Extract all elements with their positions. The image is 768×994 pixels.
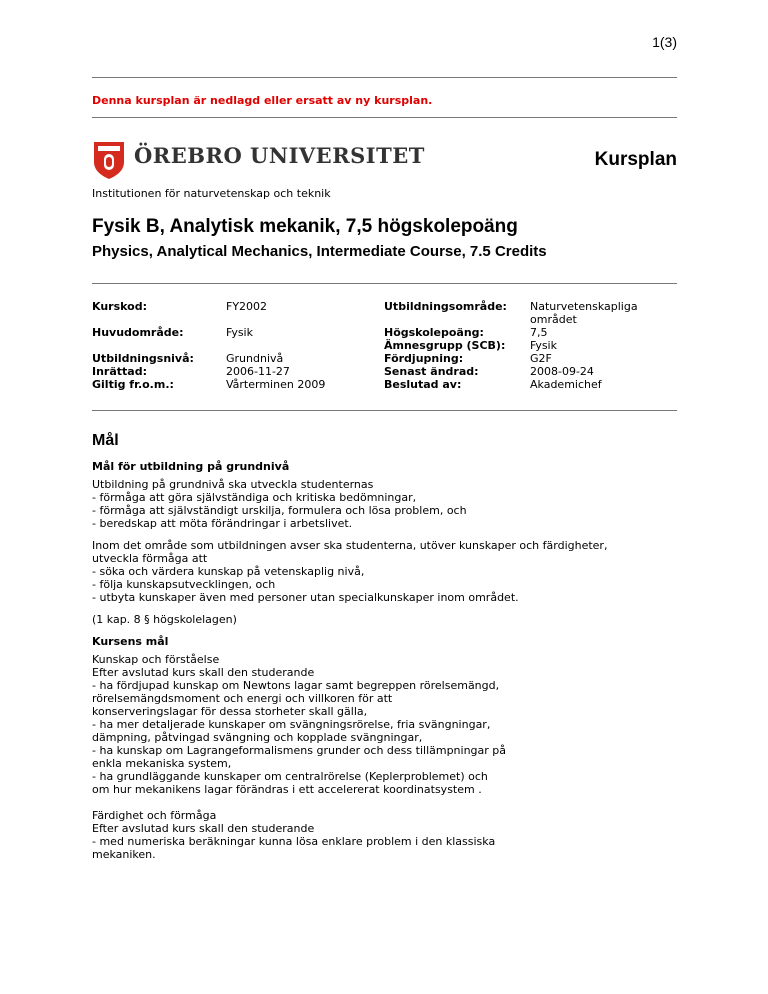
meta-value: 2008-09-24	[530, 365, 594, 378]
meta-value: området	[530, 313, 577, 326]
paragraph	[92, 539, 677, 604]
paragraph	[92, 653, 677, 796]
text-line: (1 kap. 8 § högskolelagen)	[92, 613, 237, 626]
text-line: - ha fördjupad kunskap om Newtons lagar samt begreppen rörelsemängd,	[92, 679, 500, 692]
text-line: Efter avslutad kurs skall den studerande	[92, 666, 315, 679]
shield-icon	[92, 140, 126, 180]
text-line: - förmåga att göra självständiga och kritiska bedömningar,	[92, 491, 417, 504]
text-line: utveckla förmåga att	[92, 552, 208, 565]
course-title-english: Physics, Analytical Mechanics, Intermediate Course, 7.5 Credits	[92, 243, 547, 260]
document-type: Kursplan	[594, 149, 677, 170]
text-line: - ha mer detaljerade kunskaper om svängningsrörelse, fria svängningar,	[92, 718, 491, 731]
text-line: om hur mekanikens lagar förändras i ett accelererat koordinatsystem .	[92, 783, 482, 796]
meta-label: Utbildningsområde:	[384, 300, 507, 313]
meta-value: Fysik	[530, 339, 557, 352]
section-body	[92, 460, 677, 870]
text-line: Inom det område som utbildningen avser ska studenterna, utöver kunskaper och färdigheter,	[92, 539, 608, 552]
text-line: Efter avslutad kurs skall den studerande	[92, 822, 315, 835]
meta-label: Fördjupning:	[384, 352, 464, 365]
meta-value: Akademichef	[530, 378, 602, 391]
meta-label: Högskolepoäng:	[384, 326, 484, 339]
divider	[92, 410, 677, 411]
text-line: enkla mekaniska system,	[92, 757, 232, 770]
text-line: Utbildning på grundnivå ska utveckla studenternas	[92, 478, 374, 491]
meta-value: FY2002	[226, 300, 268, 313]
text-line: Färdighet och förmåga	[92, 809, 217, 822]
subheading: Kursens mål	[92, 635, 169, 648]
text-line: rörelsemängdsmoment och energi och villkoren för att	[92, 692, 393, 705]
meta-value: Fysik	[226, 326, 253, 339]
meta-label: Ämnesgrupp (SCB):	[384, 339, 506, 352]
logo-wordmark: ÖREBRO UNIVERSITET	[134, 143, 425, 168]
subheading: Mål för utbildning på grundnivå	[92, 460, 290, 473]
text-line: - beredskap att möta förändringar i arbetslivet.	[92, 517, 353, 530]
paragraph	[92, 809, 677, 861]
meta-label: Beslutad av:	[384, 378, 462, 391]
text-line: - ha grundläggande kunskaper om centralrörelse (Keplerproblemet) och	[92, 770, 488, 783]
meta-label: Inrättad:	[92, 365, 147, 378]
text-line: - förmåga att självständigt urskilja, formulera och lösa problem, och	[92, 504, 467, 517]
meta-value: Naturvetenskapliga	[530, 300, 638, 313]
meta-label: Kurskod:	[92, 300, 147, 313]
meta-label: Utbildningsnivå:	[92, 352, 194, 365]
divider	[92, 283, 677, 284]
meta-label: Huvudområde:	[92, 326, 184, 339]
meta-label: Giltig fr.o.m.:	[92, 378, 174, 391]
text-line: - söka och värdera kunskap på vetenskaplig nivå,	[92, 565, 365, 578]
text-line: - ha kunskap om Lagrangeformalismens grunder och dess tillämpningar på	[92, 744, 507, 757]
text-line: konserveringslagar för dessa storheter skall gälla,	[92, 705, 368, 718]
university-logo	[92, 140, 425, 180]
meta-value: Grundnivå	[226, 352, 284, 365]
text-line: - med numeriska beräkningar kunna lösa enklare problem i den klassiska	[92, 835, 496, 848]
section-heading: Mål	[92, 432, 119, 449]
text-line: dämpning, påtvingad svängning och kopplade svängningar,	[92, 731, 423, 744]
page-number: 1(3)	[652, 34, 677, 50]
text-line: mekaniken.	[92, 848, 156, 861]
course-title-swedish: Fysik B, Analytisk mekanik, 7,5 högskolepoäng	[92, 216, 518, 237]
meta-value: 2006-11-27	[226, 365, 290, 378]
meta-value: 7,5	[530, 326, 548, 339]
meta-value: Vårterminen 2009	[226, 378, 326, 391]
paragraph	[92, 613, 677, 626]
meta-value: G2F	[530, 352, 552, 365]
text-line: - utbyta kunskaper även med personer utan specialkunskaper inom området.	[92, 591, 519, 604]
meta-label: Senast ändrad:	[384, 365, 479, 378]
divider	[92, 77, 677, 78]
discontinued-notice: Denna kursplan är nedlagd eller ersatt av ny kursplan.	[92, 94, 433, 107]
divider	[92, 117, 677, 118]
paragraph	[92, 478, 677, 530]
text-line: Kunskap och förståelse	[92, 653, 220, 666]
text-line: - följa kunskapsutvecklingen, och	[92, 578, 276, 591]
institution: Institutionen för naturvetenskap och teknik	[92, 187, 331, 200]
